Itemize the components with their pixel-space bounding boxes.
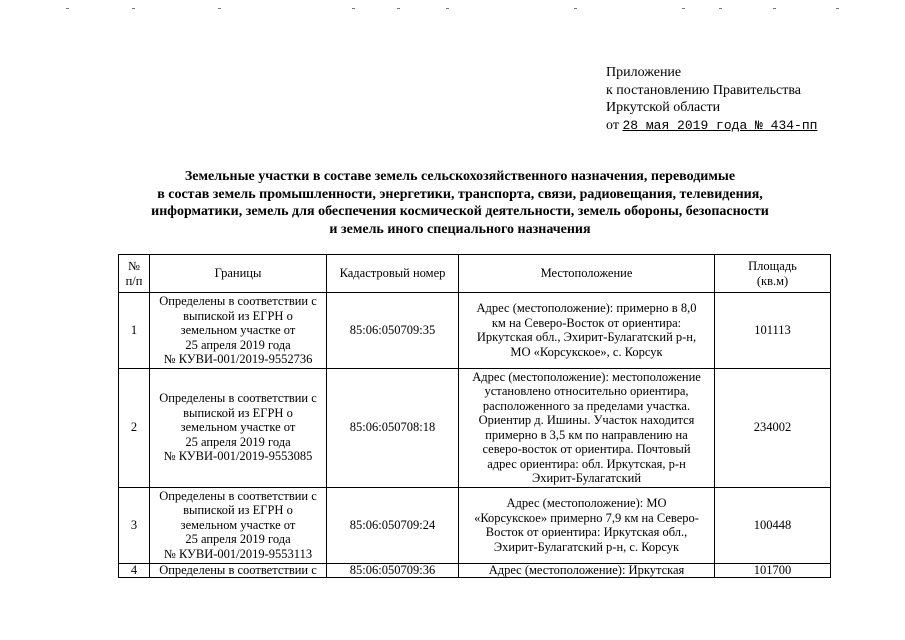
header-area: Площадь (кв.м) — [715, 255, 831, 293]
row-cadastral: 85:06:050709:24 — [327, 487, 459, 563]
title-line-3: информатики, земель для обеспечения космической деятельности, земель обороны, безопасности — [151, 204, 769, 219]
annex-region: Иркутской области — [606, 100, 721, 115]
row-area: 100448 — [715, 487, 831, 563]
row-cadastral: 85:06:050709:36 — [327, 563, 459, 577]
header-num: № п/п — [119, 255, 150, 293]
row-num: 4 — [119, 563, 150, 577]
row-location: Адрес (местоположение): местоположение установлено относительно ориентира, расположенного за пределами участка. Ориентир д. Ишины. Участок находится примерно в 3,5 км по направлению на северо-восток от ориентира. Почтовый адрес ориентира: обл. Иркутская, р-н Эхирит-Булагатский — [459, 368, 715, 487]
row-borders: Определены в соответствии с выпиской из ЕГРН о земельном участке от 25 апреля 2019 года № КУВИ-001/2019-9552736 — [150, 293, 327, 369]
row-borders: Определены в соответствии с выпиской из ЕГРН о земельном участке от 25 апреля 2019 года № КУВИ-001/2019-9553113 — [150, 487, 327, 563]
annex-date-value: 28 мая 2019 года № 434-пп — [622, 117, 818, 133]
annex-label: Приложение — [606, 65, 682, 80]
row-num: 1 — [119, 293, 150, 369]
header-borders: Границы — [150, 255, 327, 293]
row-location: Адрес (местоположение): МО «Корсукское» примерно 7,9 км на Северо- Восток от ориентира: Иркутская обл., Эхирит-Булагатский р-н, с. Корсук — [459, 487, 715, 563]
row-location: Адрес (местоположение): примерно в 8,0 км на Северо-Восток от ориентира: Иркутская обл., Эхирит-Булагатский р-н, МО «Корсукское», с. Корсук — [459, 293, 715, 369]
table-row — [119, 487, 831, 563]
row-cadastral: 85:06:050708:18 — [327, 368, 459, 487]
row-num: 3 — [119, 487, 150, 563]
row-borders: Определены в соответствии с — [150, 563, 327, 577]
header-cadastral: Кадастровый номер — [327, 255, 459, 293]
row-area: 101113 — [715, 293, 831, 369]
land-plots-table — [118, 254, 831, 578]
title-line-4: и земель иного специального назначения — [329, 221, 591, 237]
table-header-row — [119, 255, 831, 293]
title-line-1: Земельные участки в составе земель сельскохозяйственного назначения, переводимые — [184, 169, 736, 184]
document-title — [95, 168, 825, 238]
table-row — [119, 368, 831, 487]
title-line-2: в состав земель промышленности, энергетики, транспорта, связи, радиовещания, телевидения, — [157, 186, 763, 202]
table-row — [119, 563, 831, 577]
row-area: 234002 — [715, 368, 831, 487]
scan-edge-marks — [0, 8, 905, 14]
row-location: Адрес (местоположение): Иркутская — [459, 563, 715, 577]
row-num: 2 — [119, 368, 150, 487]
row-borders: Определены в соответствии с выпиской из ЕГРН о земельном участке от 25 апреля 2019 года № КУВИ-001/2019-9553085 — [150, 368, 327, 487]
header-location: Местоположение — [459, 255, 715, 293]
table-row — [119, 293, 831, 369]
row-cadastral: 85:06:050709:35 — [327, 293, 459, 369]
annex-date-prefix: от — [606, 117, 619, 133]
row-area: 101700 — [715, 563, 831, 577]
annex-decree-line: к постановлению Правительства — [606, 82, 802, 98]
annex-date-line — [606, 117, 817, 135]
annex-header — [606, 64, 817, 134]
